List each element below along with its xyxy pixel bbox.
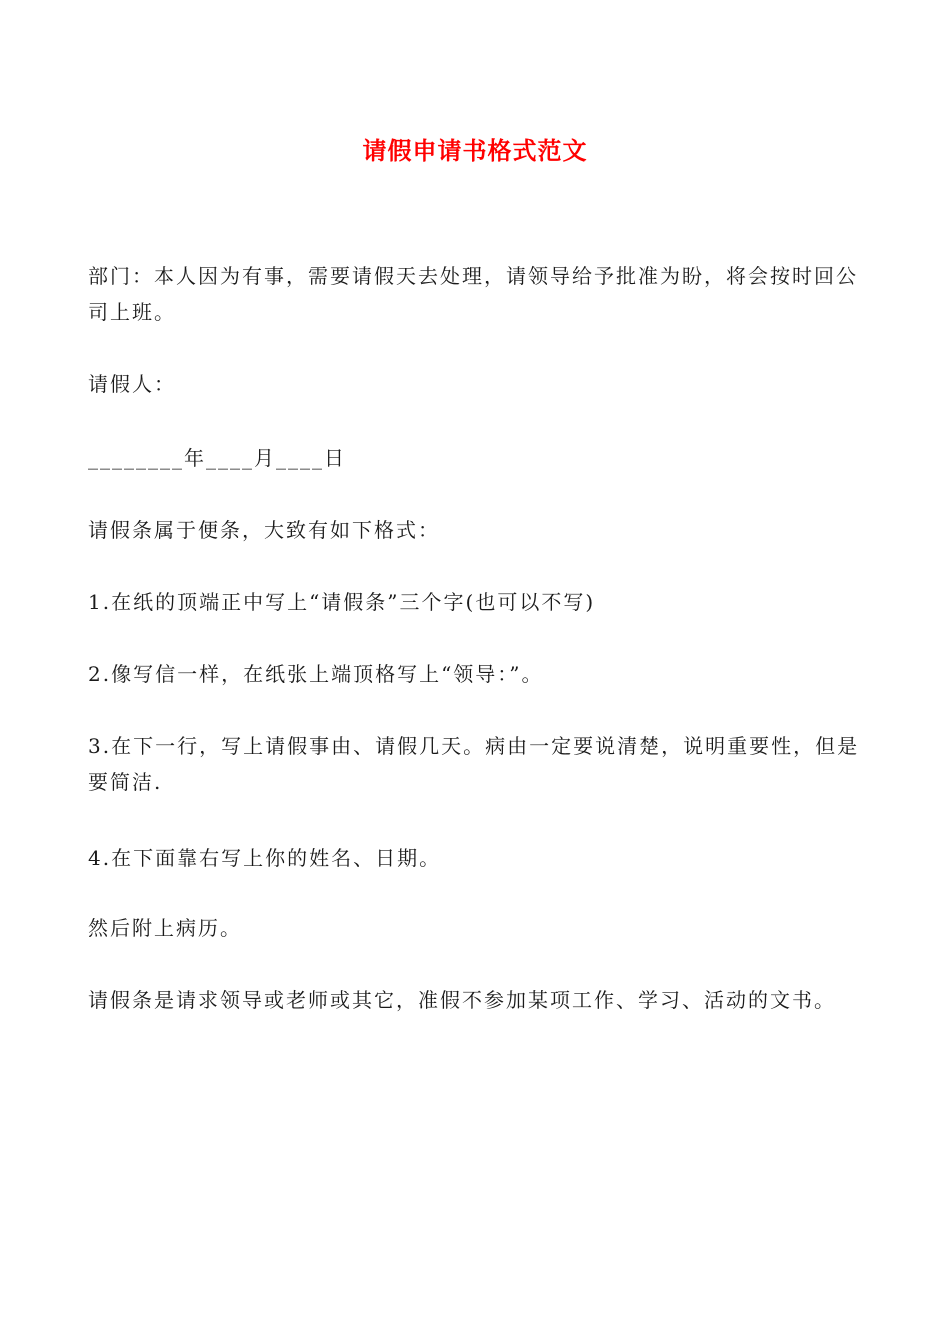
- paragraph-applicant: 请假人：: [88, 372, 176, 396]
- paragraph-attach-records: 然后附上病历。: [88, 916, 242, 940]
- paragraph-date-line: ________年____月____日: [88, 446, 346, 470]
- paragraph-definition: 请假条是请求领导或老师或其它，准假不参加某项工作、学习、活动的文书。: [88, 988, 836, 1012]
- paragraph-step-3: 3.在下一行，写上请假事由、请假几天。病由一定要说清楚，说明重要性，但是要简洁.: [88, 734, 860, 794]
- document-title: 请假申请书格式范文: [362, 137, 588, 165]
- paragraph-step-1: 1.在纸的顶端正中写上“请假条”三个字(也可以不写): [88, 590, 596, 614]
- paragraph-step-4: 4.在下面靠右写上你的姓名、日期。: [88, 846, 442, 870]
- paragraph-request-body: 部门：本人因为有事，需要请假天去处理，请领导给予批准为盼，将会按时回公司上班。: [88, 264, 858, 324]
- paragraph-format-intro: 请假条属于便条，大致有如下格式：: [88, 518, 440, 542]
- paragraph-step-2: 2.像写信一样，在纸张上端顶格写上“领导：”。: [88, 662, 544, 686]
